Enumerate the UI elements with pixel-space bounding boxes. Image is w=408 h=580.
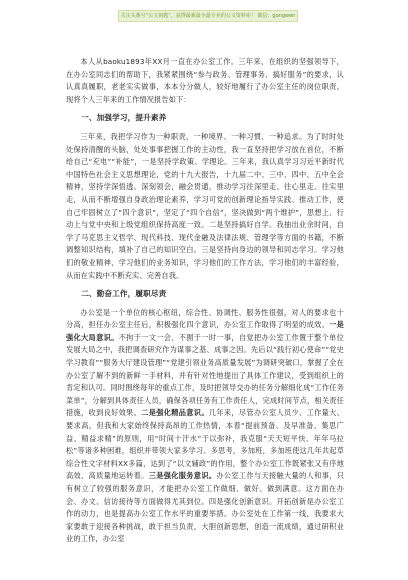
section2-text-mid2: 几年来，尽管办公室人员少、工作量大、要求高，但我和大家始终保持高昂的工作热情，本着“提前预备、及早准备、集思广益、精益求精”的原则，用“时间十汗水”于以弥补，我克服“天天短平快、年年马拉松”等诸多种困难，组织并带领大家多学习、多思考，多加班，多加班使这几年共起草综合性文字材料XX多篇，达到了“以文辅政”的作用，整个办公室工作既紧张又有序地高效、高质量地运转着。	[66, 408, 344, 481]
section2-text-mid: 不拘于一文一会、不囿于一时一事，自觉把办公室工作置于整个单位发展大局之中，我把调查研究作为谋事之基、成事之因。先后以“践行初心使命”“党史学习教育”“服务大厅建设管理”“党建引领业务高质量发展”为调研突破口，掌握了全在办公室了解不到的新鲜一手材料，并有针对性地提出了具体工作建议，受到组织上的肯定和认可。同时围绕每年的重点工作，及时把领导交办的任务分解细化成“工作任务菜单”，分解到具体责任人员，确保各项任务有工作责任人，完成时间节点，相关责任措施，收到良好效果。	[66, 332, 344, 418]
section2-paragraph	[66, 307, 344, 546]
lead-point-1: 一是强化大局意识。	[66, 320, 344, 342]
lead-point-3: 三是强化服务意识。	[148, 471, 217, 481]
lead-point-2: 二是强化精品意识。	[141, 408, 209, 418]
section-heading-1: 一、加强学习，提升素养	[81, 113, 167, 123]
section2-text-end: 办公室工作与天接触大量的人和事，只有树立了较强的服务意识，才能把办公室工作做细、做好、做到满意。这方面在办会、办文、信访接待等方面做得尤其到位。四是强化创新意识。开拓创新是办公室工作的动力，也是提高办公室工作水平的重要举措。办公室处在工作第一线，我要求大家要敢于迎接各种挑战，敢于担当负责，大胆创新思想，创造一流成绩，通过研积业业的工作，办公室	[66, 471, 344, 544]
section2-text-start: 办公室是一个单位的核心枢纽，综合性、协调性、服务性很强，对人的要求也十分高，担任办公室主任后，积极强化四个意识，办公室工作取得了明显的成效。	[66, 307, 344, 330]
promo-banner[interactable]: 关注头条号“公文钥匙”，获得最新最全最专业的公文资料库！ 微信：gongwen	[118, 10, 298, 22]
intro-paragraph: 本人从baoku1893年XX月一直在办公室工作。三年来，在组织的坚强领导下，在办公室同志们的帮助下，我紧紧围绕“参与政务、管理事务、搞好服务”的要求，认认真真履职，老老实实做事，本本分分做人，较好地履行了办公室主任的岗位职责。现将个人三年来的工作情况报告如下：	[66, 57, 344, 104]
section-heading-2: 二、勤奋工作，履职尽责	[81, 289, 167, 299]
section1-paragraph: 三年来，我把学习作为一种职责、一种境界、一种习惯、一种追求。为了时时处处保持清醒的头脑，处处事事把握工作的主动性，我一直坚持把学习放在首位，不断给自己“充电”“补能”，一是坚持学政策、学理论。三年来，我认真学习习近平新时代中国特色社会主义思想理论，党的十九大报告，十九届二中、三中、四中、五中全会精神，坚持学深悟透、深刻领会，融会贯通，推动学习往深里走、往心里走、往实里走，从而不断增强自身政治理论素养，学习可党的创新理论指导实践、推动工作，使自己牢固树立了“四个意识”，坚定了“四个自信”，坚决做到“两个维护”，思想上、行动上与党中央和上级党组织保持高度一致。二是坚持搞好自学。我抽出业余时间，自学了马克思主义哲学、现代科技、现代金融及法律法规、管理学等方面的书籍，不断调整知识结构，填补了自己的知识空白。三是坚持向身边的领导和同志学习。学习他们的敬业精神，学习他们的业务知识，学习他们的工作方法，学习他们的丰富经验，从而在实践中不断充实、完善自我。	[66, 131, 344, 280]
document-body	[66, 56, 344, 546]
